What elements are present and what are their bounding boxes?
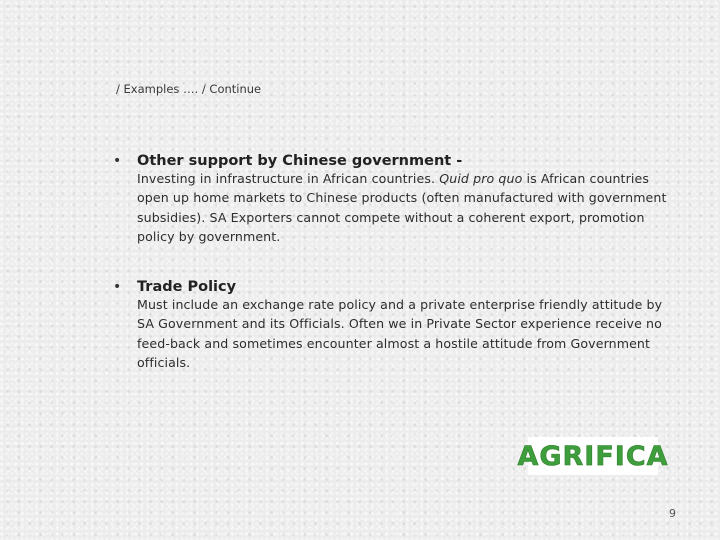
bullet-body: [137, 169, 673, 246]
bullet-heading-row: [113, 153, 673, 169]
page-number: 9: [669, 507, 676, 520]
bullet-marker: •: [113, 279, 122, 295]
breadcrumb: / Examples …. / Continue: [116, 82, 262, 96]
bullet-heading: Trade Policy: [137, 279, 237, 295]
bullet-body: [137, 295, 673, 372]
bullet-heading-row: [113, 279, 673, 295]
body-text-start: Investing in infrastructure in African countries.: [137, 171, 440, 186]
bullet-body-paragraph: [137, 169, 673, 246]
agrifica-logo: [517, 437, 669, 475]
body-text-end: is African countries open up home markets to Chinese products (often manufactured with government subsidies). SA Exporters cannot compete without a coherent export, promotion policy by government.: [137, 171, 667, 244]
body-text-italic: Quid pro quo: [439, 171, 523, 186]
bullet-trade-policy: [113, 279, 673, 372]
bullet-marker: •: [113, 153, 122, 169]
bullet-other-support: [113, 153, 673, 246]
bullet-body-paragraph: Must include an exchange rate policy and a private enterprise friendly attitude by SA Government and its Officials. Often we in Private Sector experience receive no feed-back and sometimes encounter almost a hostile attitude from Government officials.: [137, 297, 663, 370]
logo-text: AGRIFICA: [517, 440, 669, 472]
bullet-heading: Other support by Chinese government -: [137, 153, 463, 169]
